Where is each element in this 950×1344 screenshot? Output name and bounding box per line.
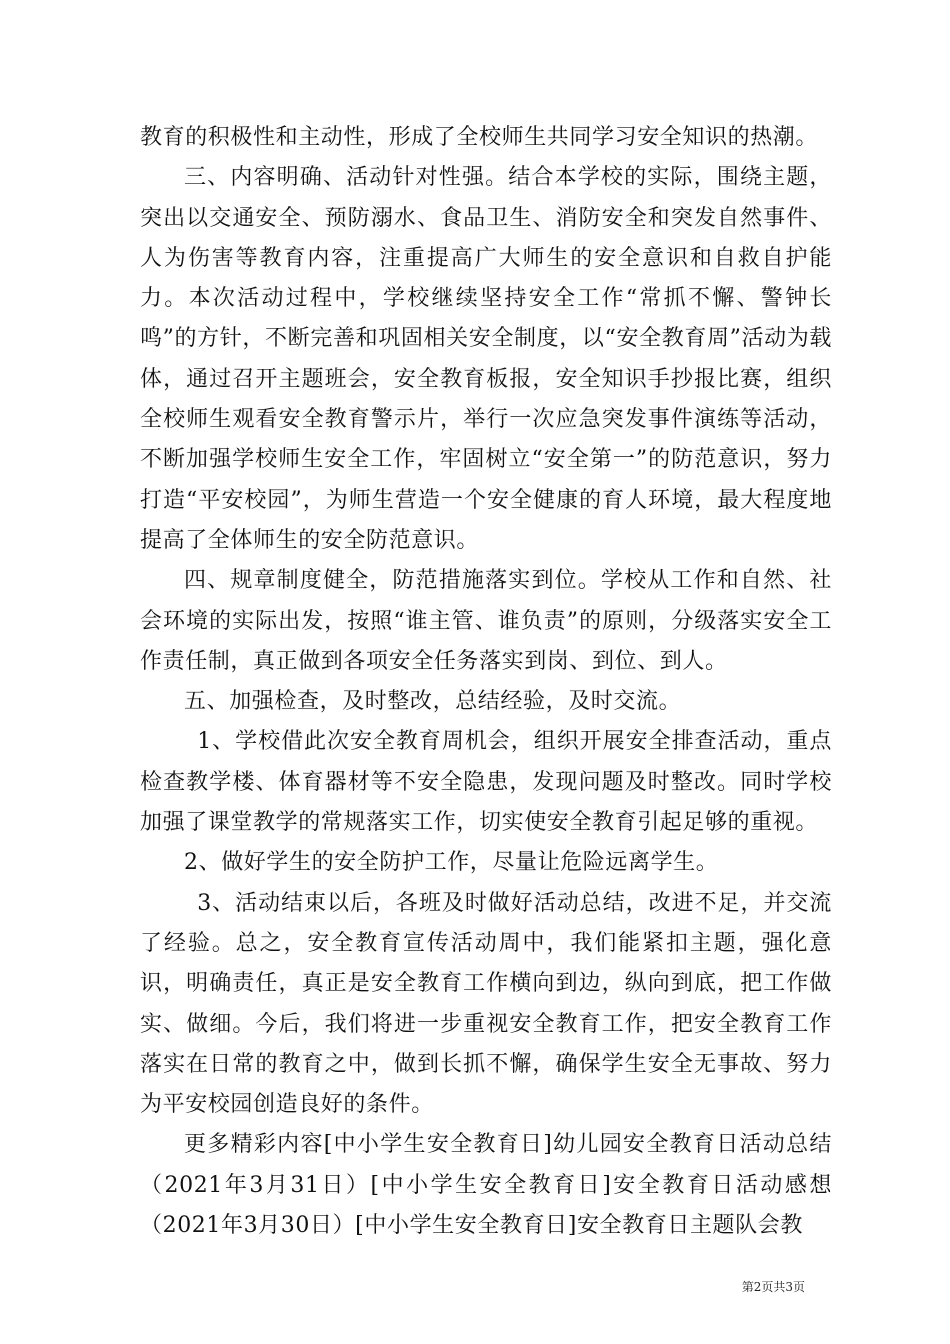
paragraph-continuation: 教育的积极性和主动性，形成了全校师生共同学习安全知识的热潮。 — [140, 125, 819, 150]
paragraph-section-three: 三、内容明确、活动针对性强。结合本学校的实际，围绕主题，突出以交通安全、预防溺水、食品卫生、消防安全和突发自然事件、人为伤害等教育内容，注重提高广大师生的安全意识和自救自护能力。本次活动过程中，学校继续坚持安全工作“常抓不懈、警钟长鸣”的方针，不断完善和巩固相关安全制度，以“安全教育周”活动为载体，通过召开主题班会，安全教育板报，安全知识手抄报比赛，组织全校师生观看安全教育警示片，举行一次应急突发事件演练等活动，不断加强学校师生安全工作，牢固树立“安全第一”的防范意识，努力打造“平安校园”，为师生营造一个安全健康的育人环境，最大程度地提高了全体师生的安全防范意识。 — [140, 165, 832, 553]
document-body — [140, 118, 832, 1246]
paragraph-item-two: 2、做好学生的安全防护工作，尽量让危险远离学生。 — [184, 850, 719, 876]
page-number: 第2页共3页 — [741, 1280, 805, 1294]
paragraph-item-three: 3、活动结束以后，各班及时做好活动总结，改进不足，并交流了经验。总之，安全教育宣传活动周中，我们能紧扣主题，强化意识，明确责任，真正是安全教育工作横向到边，纵向到底，把工作做实、做细。今后，我们将进一步重视安全教育工作，把安全教育工作落实在日常的教育之中，做到长抓不懈，确保学生安全无事故、努力为平安校园创造良好的条件。 — [140, 890, 832, 1118]
paragraph-item-one: 1、学校借此次安全教育周机会，组织开展安全排查活动，重点检查教学楼、体育器材等不安全隐患，发现问题及时整改。同时学校加强了课堂教学的常规落实工作，切实使安全教育引起足够的重视。 — [140, 729, 832, 836]
paragraph-section-four: 四、规章制度健全，防范措施落实到位。学校从工作和自然、社会环境的实际出发，按照“谁主管、谁负责”的原则，分级落实安全工作责任制，真正做到各项安全任务落实到岗、到位、到人。 — [140, 568, 832, 674]
paragraph-section-five: 五、加强检查，及时整改，总结经验，及时交流。 — [184, 689, 682, 715]
paragraph-more-content: 更多精彩内容[中小学生安全教育日]幼儿园安全教育日活动总结（2021年3月31日）[中小学生安全教育日]安全教育日活动感想（2021年3月30日）[中小学生安全教育日]安全教育日主题队会教 — [140, 1132, 832, 1239]
